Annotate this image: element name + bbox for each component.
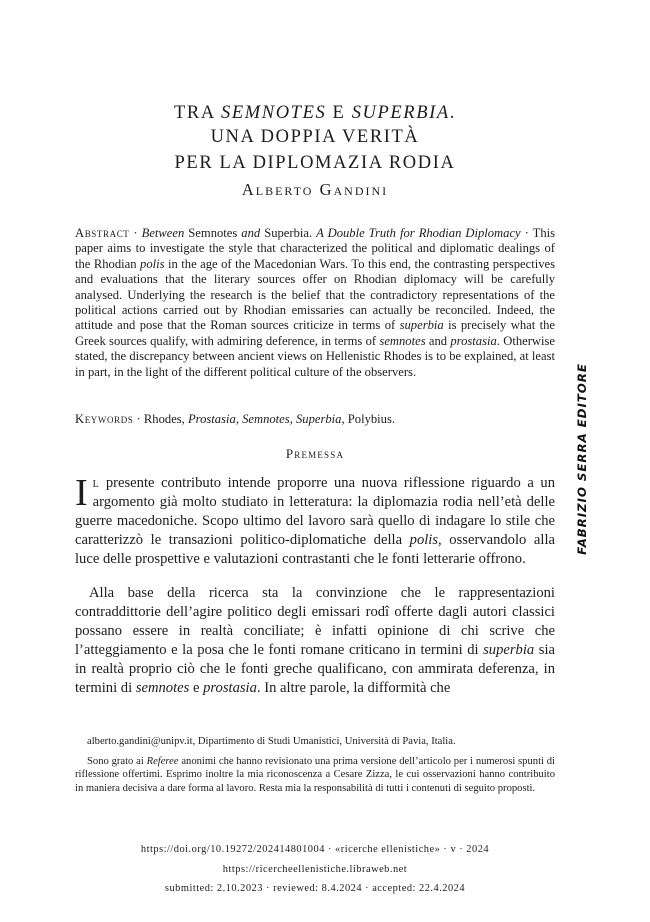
title-text: . bbox=[449, 103, 456, 123]
separator: · bbox=[129, 226, 142, 240]
title-text: TRA bbox=[174, 103, 222, 123]
abstract-text: semnotes bbox=[379, 333, 426, 348]
abstract-text: is precisely what the Greek sources qualify, with admiring deference, in terms of bbox=[75, 318, 555, 348]
abstract-label: Abstract bbox=[75, 226, 130, 240]
keywords-label: Keywords bbox=[75, 412, 134, 426]
abstract-text: . Otherwise stated, the discrepancy between ancient views on Hellenistic Rhodes is to be explained, at least in part, in the light of the different political culture of the observers. bbox=[75, 333, 556, 379]
footnote-text: anonimi che hanno revisionato una prima versione dell’articolo per i numerosi spunti di riflessione offertimi. Esprimo inoltre la mia riconoscenza a Cesare Zizza, le cui osservazioni hanno contribuito in maniera decisiva a dare forma al lavoro. Resta mia la responsabilità di tutti i contenuti di seguito proposti. bbox=[75, 756, 556, 794]
abstract bbox=[75, 226, 555, 380]
copyright-publisher: FABRIZIO SERRA EDITORE bbox=[575, 363, 589, 555]
submission-dates: submitted: 2.10.2023 · reviewed: 8.4.2024 · accepted: 22.4.2024 bbox=[164, 883, 466, 894]
keywords bbox=[75, 412, 555, 427]
body-paragraph-2 bbox=[75, 584, 555, 698]
footnote-text: Referee bbox=[146, 756, 179, 767]
body-text: , osservandolo alla luce delle prospettive e valutazioni contrastanti che le fonti letterarie offrono. bbox=[75, 532, 555, 567]
keyword-text: , bbox=[289, 412, 296, 426]
keyword-text: · Rhodes, bbox=[133, 412, 188, 426]
footnote-text: Sono grato ai bbox=[87, 756, 147, 767]
abstract-text: Superbia bbox=[260, 226, 309, 240]
title-text: E bbox=[326, 103, 352, 123]
article-title-line-2: UNA DOPPIA VERITÀ bbox=[210, 127, 420, 147]
journal-url: https://ricercheellenistiche.libraweb.net bbox=[222, 864, 408, 875]
body-text: superbia bbox=[483, 642, 535, 658]
section-heading: Premessa bbox=[285, 446, 345, 461]
copyright-text bbox=[575, 226, 589, 692]
abstract-text: polis bbox=[140, 256, 165, 271]
doi-line: https://doi.org/10.19272/202414801004 · «ricerche ellenistiche» · v · 2024 bbox=[140, 844, 490, 855]
body-text: e bbox=[189, 680, 204, 696]
title-superbia: SUPERBIA bbox=[351, 103, 450, 123]
body-text: . In altre parole, la difformità che bbox=[256, 680, 451, 696]
abstract-text: Semnotes bbox=[184, 226, 242, 240]
keyword-text: , Polybius. bbox=[341, 412, 396, 426]
lead-word: l bbox=[92, 475, 100, 491]
body-paragraph-1 bbox=[75, 474, 555, 569]
body-text: sia in realtà proprio ciò che le fonti greche qualificano, con ammirata deferenza, in termini di bbox=[75, 642, 555, 696]
keyword-text: Prostasia bbox=[187, 412, 236, 426]
abstract-text: prostasia bbox=[450, 333, 497, 348]
abstract-text: and bbox=[425, 333, 451, 348]
body-text: prostasia bbox=[203, 680, 257, 696]
body-text: Alla base della ricerca sta la convinzione che le rappresentazioni contraddittorie dell’agire politico degli emissari rodî offerte dagli autori classici possano essere in realtà conciliate; è infatti opinione di chi scrive che l’atteggiamento e la posa che le fonti romane criticano in termini di bbox=[75, 585, 555, 658]
keyword-text: , bbox=[235, 412, 243, 426]
abstract-text: superbia bbox=[399, 318, 444, 333]
abstract-text: . bbox=[308, 226, 317, 240]
author-name: Alberto Gandini bbox=[241, 180, 389, 199]
keyword-text: Superbia bbox=[295, 412, 342, 426]
author-affiliation-footnote: alberto.gandini@unipv.it, Dipartimento di Studi Umanistici, Università di Pavia, Italia. bbox=[87, 736, 456, 747]
abstract-text: · This paper aims to investigate the style that characterized the political and diplomatic dealings of the Rhodian bbox=[75, 226, 556, 271]
body-text: polis bbox=[409, 532, 439, 548]
abstract-text: Between bbox=[141, 226, 185, 240]
body-text: presente contributo intende proporre una nuova riflessione riguardo a un argomento già molto studiato in letteratura: la diplomazia rodia nell’età delle guerre macedoniche. Scopo ultimo del lavoro sarà quello di indagare lo stile che caratterizzò le transazioni politico-diplomatiche della bbox=[75, 475, 555, 548]
abstract-text: in the age of the Macedonian Wars. To this end, the contrasting perspectives and evaluations that the literary sources offer on Rhodian diplomacy will be carefully analysed. Underlying the research is the belief that the contradictory representations of the political actions carried out by Rhodian emissaries can actually be reconciled. Indeed, the attitude and pose that the Roman sources criticize in terms of bbox=[75, 256, 556, 333]
copyright-part bbox=[575, 675, 650, 689]
acknowledgements-footnote bbox=[75, 755, 555, 795]
abstract-english-title: A Double Truth for Rhodian Diplomacy bbox=[316, 226, 521, 240]
title-semnotes: SEMNOTES bbox=[221, 103, 327, 123]
body-text: semnotes bbox=[135, 680, 190, 696]
article-title-line-3: PER LA DIPLOMAZIA RODIA bbox=[174, 153, 456, 173]
article-title-line-1 bbox=[75, 101, 555, 125]
drop-cap: I bbox=[75, 472, 88, 514]
keyword-text: Semnotes bbox=[242, 412, 290, 426]
copyright-sidebar bbox=[572, 226, 592, 692]
abstract-text: and bbox=[241, 226, 261, 240]
